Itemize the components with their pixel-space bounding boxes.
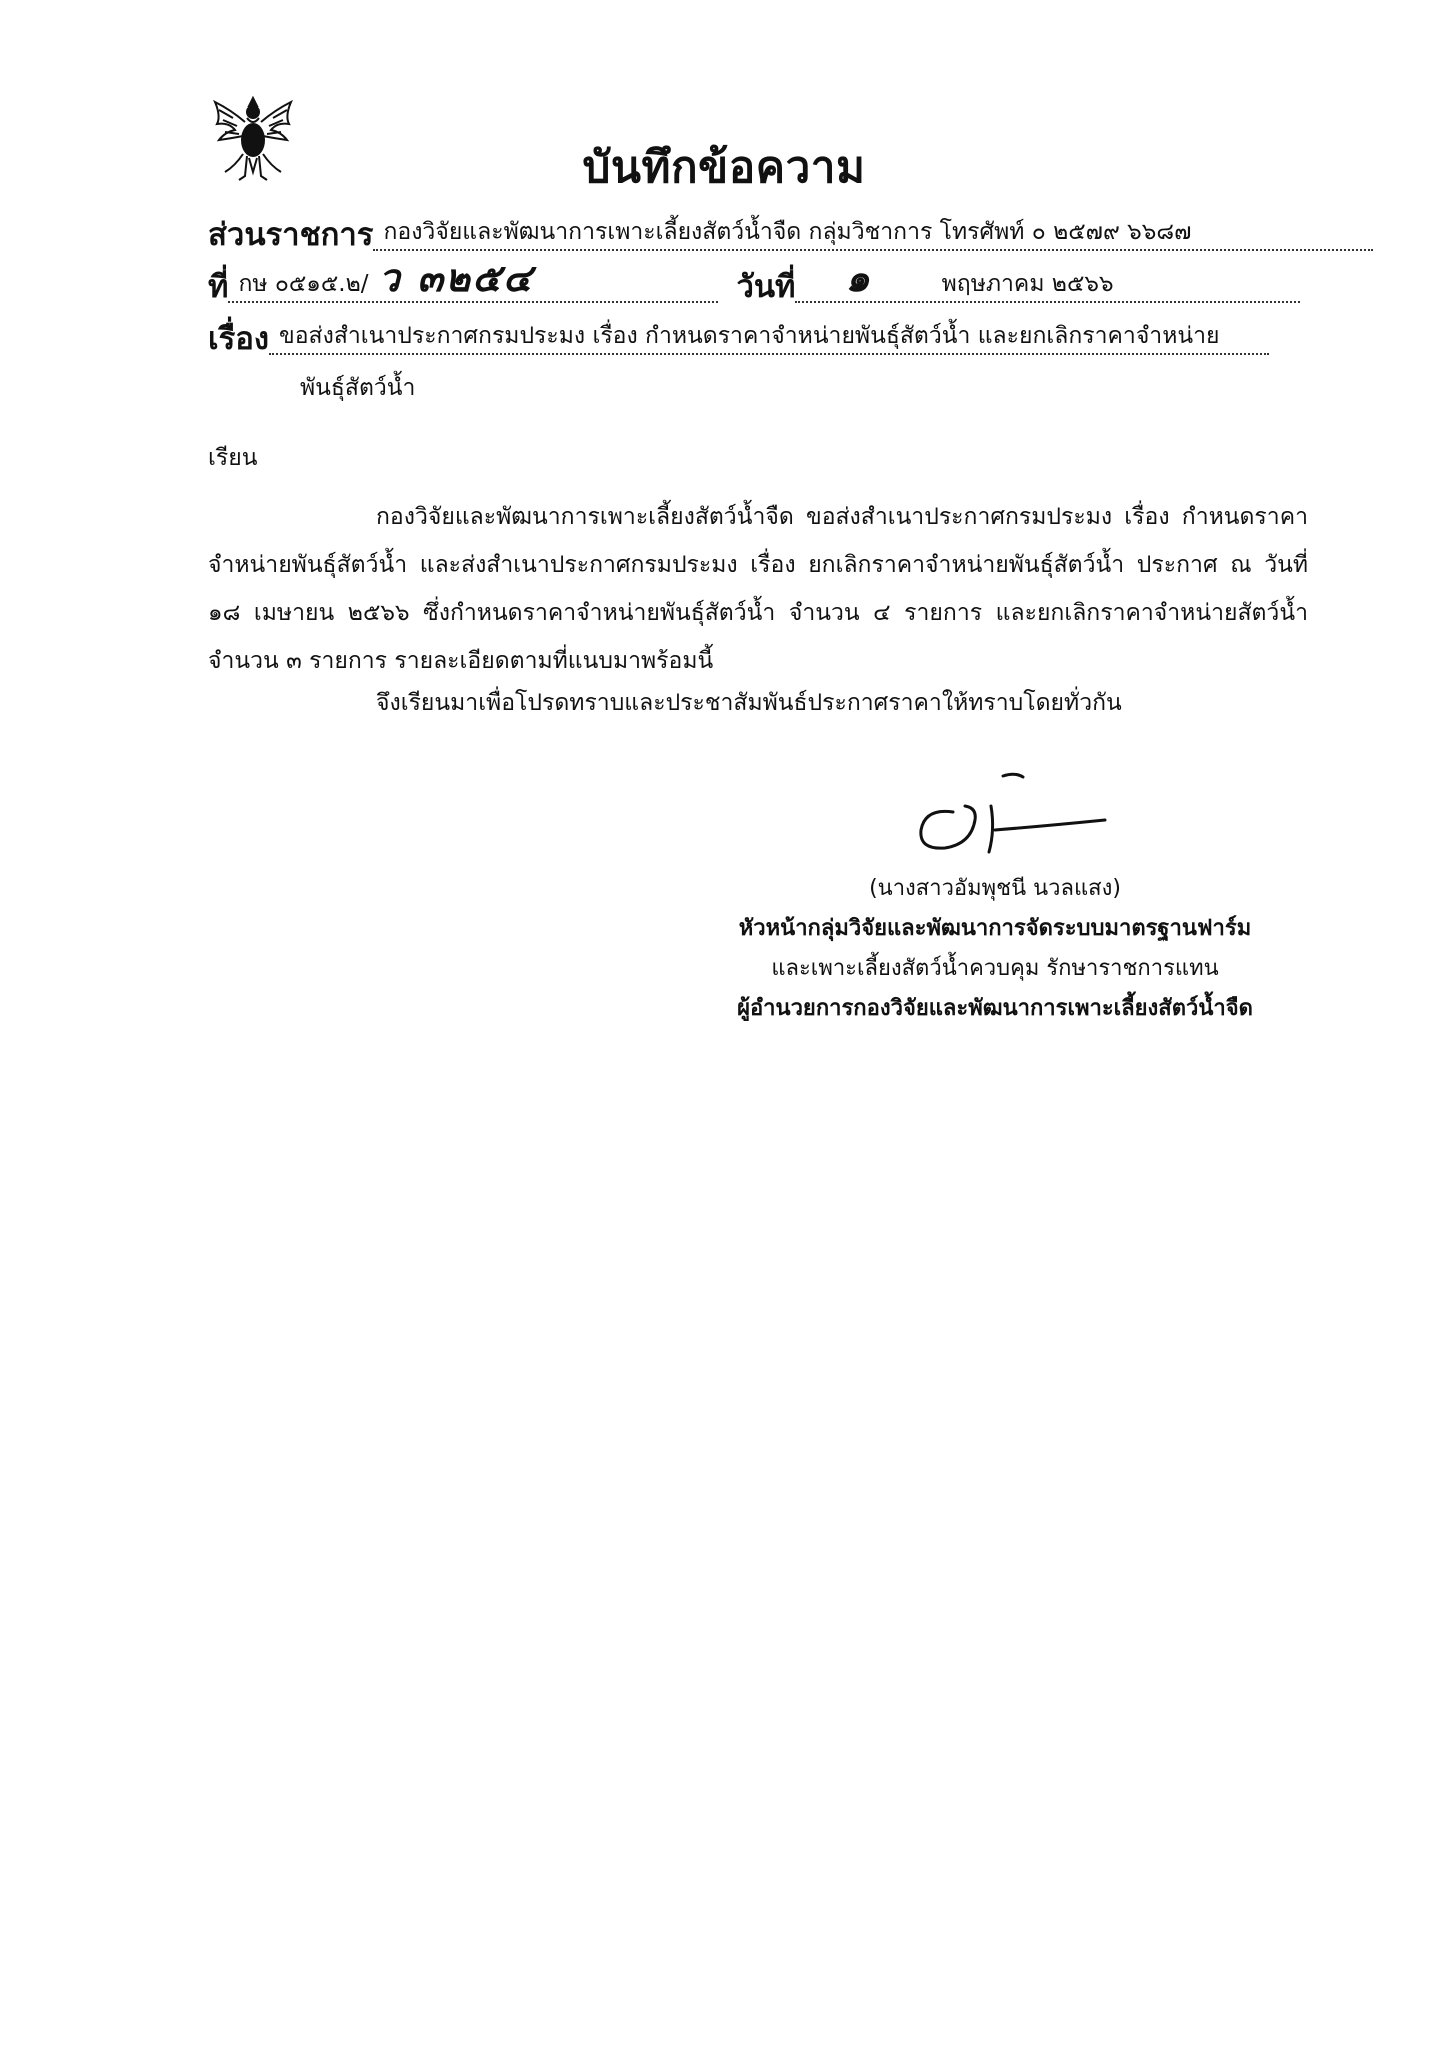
signatory-name: (นางสาวอัมพุชนี นวลแสง) [869, 876, 1121, 901]
subject-label: เรื่อง [208, 321, 270, 357]
reference-handwritten-number: ว ๓๒๕๔ [378, 255, 534, 300]
date-day-handwritten: ๑ [845, 255, 872, 300]
agency-row [208, 216, 1373, 251]
subject-line-2: พันธุ์สัตว์น้ำ [300, 375, 416, 401]
subject-row [208, 320, 1269, 355]
letter-body: กองวิจัยและพัฒนาการเพาะเลี้ยงสัตว์น้ำจืด ขอส่งสำเนาประกาศกรมประมง เรื่อง กำหนดราคาจำหน่ายพันธุ์สัตว์น้ำ และส่งสำเนาประกาศกรมประมง เรื่อง ยกเลิกราคาจำหน่ายพันธุ์สัตว์น้ำ ประกาศ ณ วันที่ ๑๘ เมษายน ๒๕๖๖ ซึ่งกำหนดราคาจำหน่ายพันธุ์สัตว์น้ำ จำนวน ๔ รายการ และยกเลิกราคาจำหน่ายสัตว์น้ำ จำนวน ๓ รายการ รายละเอียดตามที่แนบมาพร้อมนี้ [208, 504, 1308, 674]
date-field [795, 255, 1300, 303]
closing-line: จึงเรียนมาเพื่อโปรดทราบและประชาสัมพันธ์ประกาศราคาให้ทราบโดยทั่วกัน [376, 690, 1122, 716]
reference-value: กษ ๐๕๑๕.๒/ [238, 271, 369, 297]
salutation: เรียน [208, 445, 258, 471]
handwritten-signature [905, 768, 1115, 863]
date-label: วันที่ [736, 269, 796, 305]
subject-line-1: ขอส่งสำเนาประกาศกรมประมง เรื่อง กำหนดราคาจำหน่ายพันธุ์สัตว์น้ำ และยกเลิกราคาจำหน่าย [269, 320, 1269, 355]
reference-field [228, 255, 718, 303]
signatory-position-2: และเพาะเลี้ยงสัตว์น้ำควบคุม รักษาราชการแทน [771, 956, 1219, 981]
agency-label: ส่วนราชการ [208, 217, 374, 253]
reference-row [208, 255, 1300, 305]
signatory-position-1: หัวหน้ากลุ่มวิจัยและพัฒนาการจัดระบบมาตรฐานฟาร์ม [738, 916, 1252, 941]
date-month-year: พฤษภาคม ๒๕๖๖ [941, 271, 1114, 297]
document-title: บันทึกข้อความ [582, 142, 866, 193]
reference-label: ที่ [208, 269, 229, 305]
signatory-position-3: ผู้อำนวยการกองวิจัยและพัฒนาการเพาะเลี้ยงสัตว์น้ำจืด [737, 996, 1253, 1021]
agency-value: กองวิจัยและพัฒนาการเพาะเลี้ยงสัตว์น้ำจืด กลุ่มวิชาการ โทรศัพท์ ๐ ๒๕๗๙ ๖๖๘๗ [373, 216, 1373, 251]
